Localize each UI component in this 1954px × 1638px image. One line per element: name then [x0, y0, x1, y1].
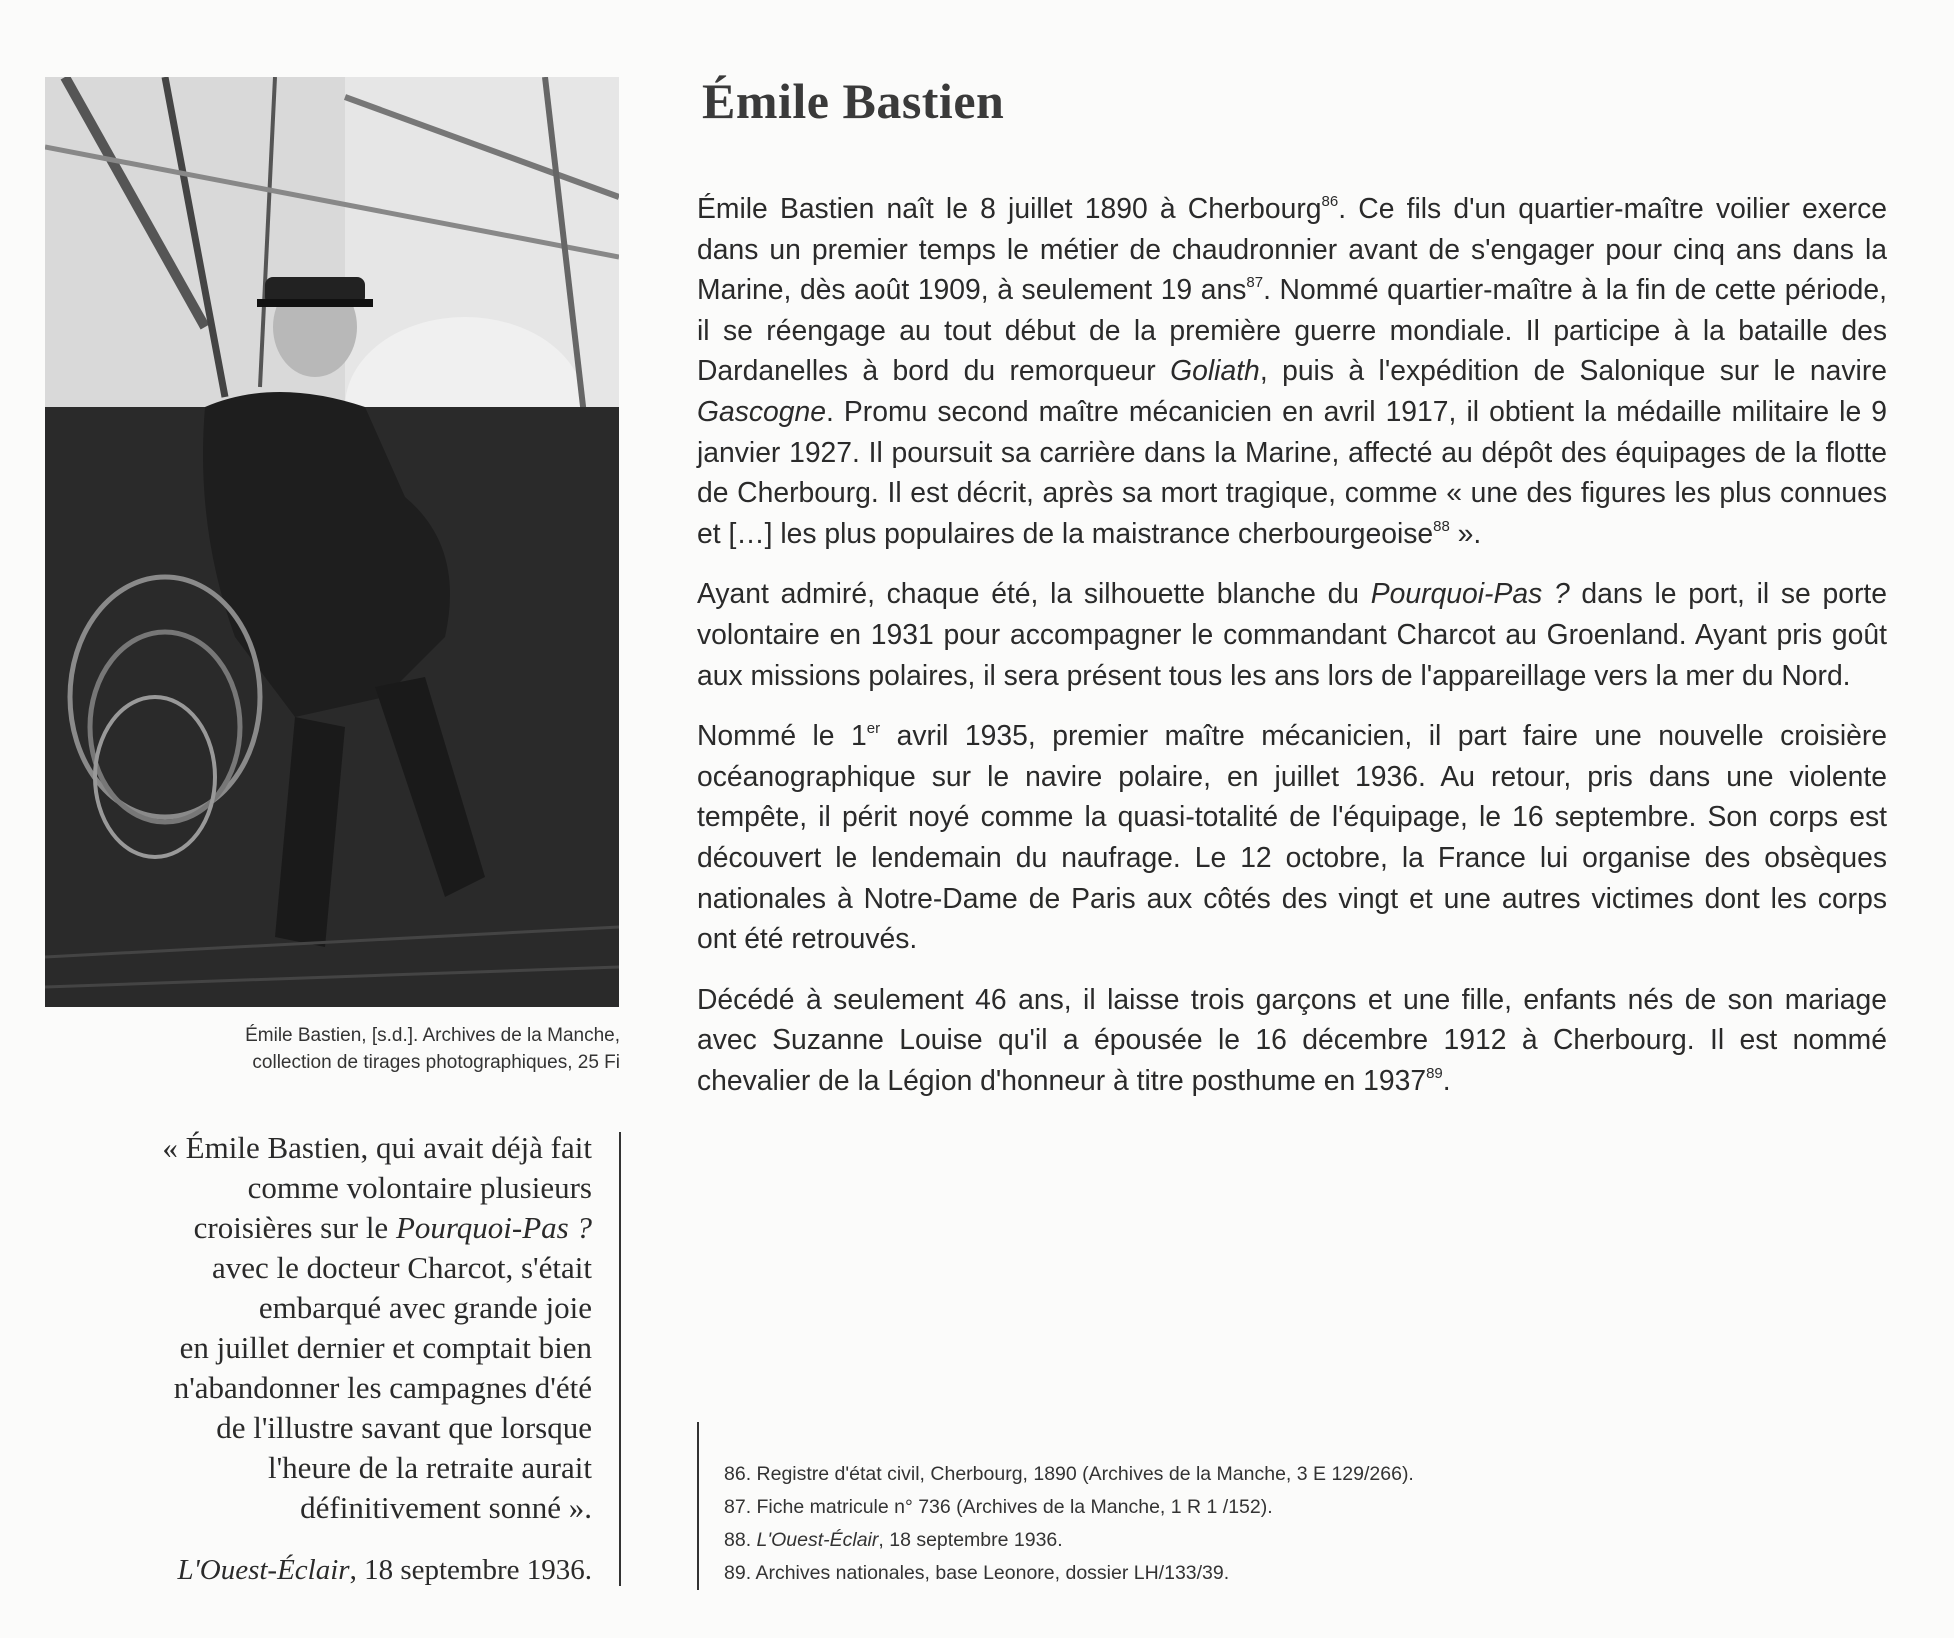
- text: ».: [1449, 516, 1482, 549]
- footnote-89: 89. Archives nationales, base Leonore, dossier LH/133/39.: [724, 1562, 1230, 1584]
- text: , puis à l'expédition de Salonique sur le navire: [1259, 354, 1887, 387]
- footnote-number: 88.: [724, 1529, 757, 1551]
- biography-text: [697, 188, 1887, 1120]
- paragraph-3: [697, 715, 1887, 959]
- quote-line-text: croisières sur le: [193, 1210, 396, 1245]
- quote-line: comme volontaire plusieurs: [247, 1170, 592, 1205]
- footnote-ref-89: 89: [1426, 1064, 1443, 1082]
- quote-source-date: , 18 septembre 1936.: [349, 1554, 592, 1586]
- quote-line: l'heure de la retraite aurait: [267, 1450, 592, 1485]
- paragraph-1: [697, 188, 1887, 553]
- page-title: Émile Bastien: [702, 73, 1005, 129]
- text: .: [1442, 1063, 1451, 1096]
- footnote-87: 87. Fiche matricule n° 736 (Archives de la Manche, 1 R 1 /152).: [724, 1496, 1273, 1518]
- quote-line: définitivement sonné ».: [300, 1490, 592, 1525]
- text: Ayant admiré, chaque été, la silhouette blanche du: [697, 577, 1371, 610]
- footnote-86: 86. Registre d'état civil, Cherbourg, 1890 (Archives de la Manche, 3 E 129/266).: [724, 1463, 1414, 1485]
- footnote-ref-87: 87: [1246, 274, 1264, 292]
- footnote-ref-86: 86: [1321, 193, 1339, 210]
- quote-line: avec le docteur Charcot, s'était: [212, 1250, 592, 1285]
- quote-divider: [619, 1132, 621, 1586]
- text: . Promu second maître mécanicien en avril 1917, il obtient la médaille militaire le 9 janvier 1927. Il poursuit sa carrière dans la Marine, affecté au dépôt des équipages de la flotte de Cherbourg. Il est décrit, après sa mort tragique, comme « une des figures les plus connues et […] les plus populaires de la maistrance cherbourgeoise: [697, 394, 1887, 549]
- quote-line: n'abandonner les campagnes d'été: [173, 1370, 592, 1405]
- footnote-ref-88: 88: [1433, 517, 1450, 535]
- portrait-photo-icon: [45, 77, 619, 1007]
- ship-name-pourquoi-pas: Pourquoi-Pas ?: [1370, 577, 1570, 610]
- ordinal-superscript: er: [866, 720, 881, 738]
- quote-line: embarqué avec grande joie: [258, 1290, 592, 1325]
- text: Nommé le 1: [697, 719, 867, 752]
- text: dans le port, il se porte volontaire en 1931 pour accompagner le commandant Charcot au Groenland. Ayant pris goût aux missions polaires, il sera présent tous les ans lors de l'appareillage vers la mer du Nord.: [697, 577, 1887, 691]
- footnote-title: L'Ouest-Éclair: [756, 1529, 879, 1551]
- text: Décédé à seulement 46 ans, il laisse trois garçons et une fille, enfants nés de son mariage avec Suzanne Louise qu'il a épousée le 16 décembre 1912 à Cherbourg. Il est nommé chevalier de la Légion d'honneur à titre posthume en 1937: [697, 982, 1887, 1096]
- quote-line: « Émile Bastien, qui avait déjà fait: [162, 1130, 592, 1165]
- footnote-divider: [697, 1422, 699, 1590]
- quote-line: [60, 1208, 592, 1248]
- quote-ship-name: Pourquoi-Pas ?: [395, 1210, 592, 1245]
- footnote-88: [724, 1524, 1524, 1557]
- quote-line: en juillet dernier et comptait bien: [179, 1330, 592, 1365]
- photo-caption-line: Émile Bastien, [s.d.]. Archives de la Manche,: [245, 1025, 620, 1046]
- footnotes: [724, 1458, 1524, 1590]
- text: avril 1935, premier maître mécanicien, il part faire une nouvelle croisière océanographique sur le navire polaire, en juillet 1936. Au retour, pris dans une violente tempête, il périt noyé comme la quasi-totalité de l'équipage, le 16 septembre. Son corps est découvert le lendemain du naufrage. Le 12 octobre, la France lui organise des obsèques nationales à Notre-Dame de Paris aux côtés des vingt et une autres victimes dont les corps ont été retrouvés.: [697, 719, 1888, 955]
- quote-line: de l'illustre savant que lorsque: [216, 1410, 592, 1445]
- paragraph-2: [697, 573, 1887, 695]
- text: . Nommé quartier-maître à la fin de cette période, il se réengage au tout début de la première guerre mondiale. Il participe à la bataille des Dardanelles à bord du remorqueur: [697, 273, 1887, 387]
- pull-quote: [60, 1128, 592, 1528]
- quote-source: [60, 1552, 592, 1588]
- portrait-photo: [45, 77, 619, 1007]
- text: Émile Bastien naît le 8 juillet 1890 à Cherbourg: [697, 192, 1322, 224]
- text: . Ce fils d'un quartier-maître voilier exerce dans un premier temps le métier de chaudronnier avant de s'engager pour cinq ans dans la Marine, dès août 1909, à seulement 19 ans: [697, 192, 1887, 306]
- ship-name-gascogne: Gascogne: [697, 394, 826, 427]
- photo-caption: [150, 1022, 620, 1076]
- ship-name-goliath: Goliath: [1170, 354, 1260, 387]
- quote-source-title: L'Ouest-Éclair: [177, 1554, 350, 1586]
- footnote-text: , 18 septembre 1936.: [878, 1529, 1063, 1551]
- photo-caption-line: collection de tirages photographiques, 25 Fi: [252, 1052, 620, 1073]
- paragraph-4: [697, 979, 1887, 1101]
